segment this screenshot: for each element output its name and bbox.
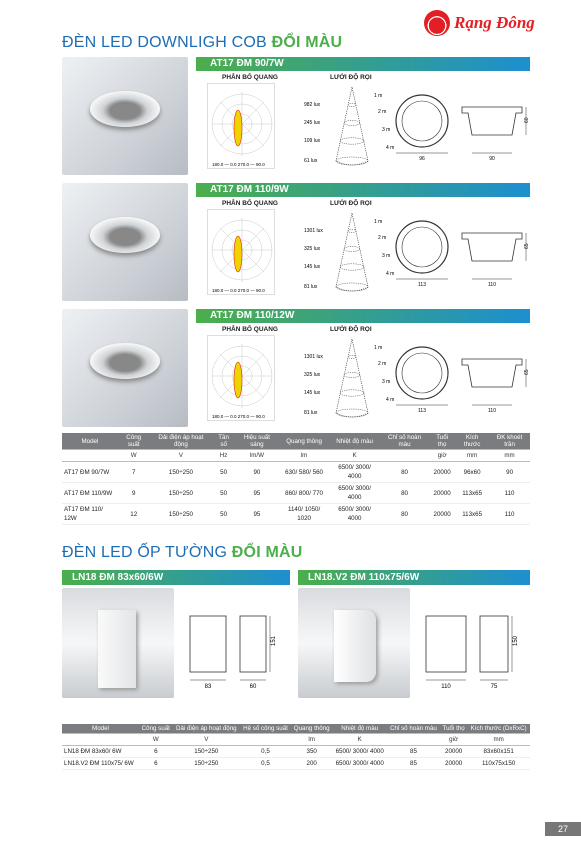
meter-label: 4 m [386,271,395,277]
table-cell: 20000 [429,483,455,504]
table-cell: 6500/ 3000/ 4000 [329,504,380,525]
table-cell: 83x60x151 [467,746,530,758]
downlight-product [62,57,530,175]
column-header: Hệ số công suất [240,724,291,734]
polar-label: PHÂN BỐ QUANG [222,326,278,333]
column-header: Dải điện áp hoạt động [173,724,240,734]
downlight-spec-table [62,433,530,525]
product-name-bar: AT17 ĐM 110/9W [196,183,530,197]
unit-cell [387,734,440,746]
lux-value: 81 lux [304,410,318,416]
table-cell: 150÷250 [150,483,213,504]
dim-cutout: 110 [488,408,496,414]
unit-cell [380,450,429,462]
product-name-bar: AT17 ĐM 110/12W [196,309,530,323]
column-header: Chỉ số hoàn màu [387,724,440,734]
unit-cell: V [173,734,240,746]
lux-value: 982 lux [304,102,321,108]
unit-cell: K [332,734,386,746]
downlight-shape [90,91,160,127]
meter-label: 4 m [386,397,395,403]
table-cell: 9 [118,483,150,504]
downlight-product [62,309,530,427]
section-title-downlight [62,34,342,52]
unit-cell [62,734,139,746]
table-cell: AT17 ĐM 90/7W [62,462,118,483]
column-header: Model [62,724,139,734]
lux-value: 245 lux [304,120,321,126]
unit-cell: W [139,734,173,746]
table-cell: 113x65 [455,504,489,525]
dim-height: 150 [513,635,519,646]
section-title-wall [62,544,303,562]
table-row [62,504,530,525]
table-cell: 200 [291,758,333,770]
unit-cell: W [118,450,150,462]
unit-cell: giờ [429,450,455,462]
table-cell: 350 [291,746,333,758]
product-photo [62,588,174,698]
lux-value: 325 lux [304,246,321,252]
dim-diameter: 113 [418,408,426,414]
table-cell: 12 [118,504,150,525]
downlight-product [62,183,530,301]
page-number: 27 [545,822,581,836]
table-cell: 150÷250 [150,504,213,525]
column-header: Công suất [118,433,150,450]
unit-cell: mm [455,450,489,462]
table-cell: 860/ 800/ 770 [279,483,329,504]
dimension-drawing [416,588,530,698]
table-cell: 6500/ 3000/ 4000 [332,746,386,758]
column-header: Tuổi thọ [440,724,467,734]
wall-product-ln18 [62,570,290,690]
column-header: Công suất [139,724,173,734]
column-header: Quang thông [279,433,329,450]
unit-cell: lm [291,734,333,746]
lux-value: 1301 lux [304,354,323,360]
table-cell: 6500/ 3000/ 4000 [329,483,380,504]
lux-value: 145 lux [304,264,321,270]
table-cell: 90 [489,462,530,483]
table-cell: 80 [380,504,429,525]
column-header: Dải điện áp hoạt động [150,433,213,450]
brand-logo [424,9,574,37]
dimension-drawing [392,345,530,415]
unit-cell: mm [489,450,530,462]
unit-cell: V [150,450,213,462]
table-cell: 20000 [429,462,455,483]
table-cell: LN18.V2 ĐM 110x75/ 6W [62,758,139,770]
column-header: Quang thông [291,724,333,734]
unit-cell: K [329,450,380,462]
column-header: Tần số [212,433,235,450]
column-header: Kích thước [455,433,489,450]
units-row [62,734,530,746]
product-photo [298,588,410,698]
dim-height: 60 [524,117,530,123]
column-header: Chỉ số hoàn màu [380,433,429,450]
polar-distribution-chart [207,209,275,295]
svg-text:180.0 — 0.0 270.0 — 90.0: 180.0 — 0.0 270.0 — 90.0 [212,414,265,419]
column-header: Nhiệt độ màu [329,433,380,450]
lux-value: 81 lux [304,284,318,290]
polar-label: PHÂN BỐ QUANG [222,74,278,81]
unit-cell: Hz [212,450,235,462]
table-cell: 95 [235,483,279,504]
product-photo [62,309,188,427]
wall-lamp-shape [98,610,136,688]
table-cell: 50 [212,462,235,483]
table-cell: 20000 [429,504,455,525]
column-header: Nhiệt độ màu [332,724,386,734]
column-header: Model [62,433,118,450]
meter-label: 3 m [382,253,391,259]
polar-label: PHÂN BỐ QUANG [222,200,278,207]
table-cell: 6 [139,746,173,758]
table-cell: 6500/ 3000/ 4000 [332,758,386,770]
table-cell: 20000 [440,758,467,770]
unit-cell: lm/W [235,450,279,462]
sun-logo-icon [424,10,450,36]
dim-width: 110 [441,684,451,690]
meter-label: 3 m [382,127,391,133]
table-cell: 85 [387,746,440,758]
table-cell: 0,5 [240,746,291,758]
meter-label: 1 m [374,93,383,99]
brand-name: Rạng Đông [454,13,535,32]
lux-value: 109 lux [304,138,321,144]
table-cell: 113x65 [455,483,489,504]
dim-cutout: 90 [489,156,495,162]
unit-cell: lm [279,450,329,462]
table-cell: 50 [212,483,235,504]
column-header: Kích thước (DxRxC) [467,724,530,734]
table-row [62,462,530,483]
table-cell: 150÷250 [173,758,240,770]
dim-depth: 60 [249,684,257,690]
section-title-text: ĐÈN LED DOWNLIGH COB [62,34,272,51]
table-row [62,758,530,770]
meter-label: 2 m [378,109,387,115]
product-name-bar: AT17 ĐM 90/7W [196,57,530,71]
dim-height: 151 [271,635,277,646]
table-cell: 150÷250 [150,462,213,483]
lux-value: 1301 lux [304,228,323,234]
table-cell: 80 [380,483,429,504]
grid-label: LƯỚI ĐỘ RỌI [330,200,372,207]
column-header: ĐK khoét trần [489,433,530,450]
downlight-shape [90,343,160,379]
polar-distribution-chart [207,335,275,421]
dim-depth: 75 [490,684,498,690]
unit-cell [62,450,118,462]
product-photo [62,57,188,175]
wall-product-ln18-v2 [298,570,530,690]
meter-label: 1 m [374,219,383,225]
unit-cell: mm [467,734,530,746]
table-cell: 90 [235,462,279,483]
dim-cutout: 110 [488,282,496,288]
dim-diameter: 96 [419,156,425,162]
section-title-text: ĐÈN LED ỐP TƯỜNG [62,544,232,561]
grid-label: LƯỚI ĐỘ RỌI [330,74,372,81]
table-cell: 110x75x150 [467,758,530,770]
dim-height: 65 [524,243,530,249]
meter-label: 3 m [382,379,391,385]
table-cell: 7 [118,462,150,483]
table-cell: 96x60 [455,462,489,483]
table-cell: 85 [387,758,440,770]
meter-label: 2 m [378,361,387,367]
table-cell: 110 [489,483,530,504]
table-cell: 95 [235,504,279,525]
table-cell: 6500/ 3000/ 4000 [329,462,380,483]
table-cell: 80 [380,462,429,483]
table-row [62,483,530,504]
section-title-highlight: ĐỔI MÀU [271,34,343,51]
unit-cell: giờ [440,734,467,746]
table-cell: 630/ 580/ 560 [279,462,329,483]
table-cell: 20000 [440,746,467,758]
table-cell: 150÷250 [173,746,240,758]
dimension-drawing [392,93,530,163]
table-cell: 6 [139,758,173,770]
dim-height: 65 [524,369,530,375]
table-cell: AT17 ĐM 110/9W [62,483,118,504]
dimension-drawing [180,588,290,698]
meter-label: 2 m [378,235,387,241]
lux-value: 61 lux [304,158,318,164]
downlight-shape [90,217,160,253]
wall-product-name: LN18.V2 ĐM 110x75/6W [298,570,530,585]
table-cell: LN18 ĐM 83x60/ 6W [62,746,139,758]
units-row [62,450,530,462]
dim-width: 83 [204,684,212,690]
unit-cell [240,734,291,746]
meter-label: 4 m [386,145,395,151]
table-row [62,746,530,758]
section-title-highlight: ĐỔI MÀU [231,544,303,561]
table-cell: 0,5 [240,758,291,770]
svg-text:180.0 — 0.0 270.0 — 90.0: 180.0 — 0.0 270.0 — 90.0 [212,288,265,293]
column-header: Hiệu suất sáng [235,433,279,450]
polar-distribution-chart [207,83,275,169]
dim-diameter: 113 [418,282,426,288]
svg-text:180.0 — 0.0 270.0 — 90.0: 180.0 — 0.0 270.0 — 90.0 [212,162,265,167]
lux-value: 145 lux [304,390,321,396]
wall-spec-table [62,724,530,770]
wall-product-name: LN18 ĐM 83x60/6W [62,570,290,585]
table-cell: 110 [489,504,530,525]
column-header: Tuổi thọ [429,433,455,450]
table-cell: 50 [212,504,235,525]
wall-lamp-shape [334,610,376,682]
dimension-drawing [392,219,530,289]
table-cell: 1140/ 1050/ 1020 [279,504,329,525]
grid-label: LƯỚI ĐỘ RỌI [330,326,372,333]
lux-value: 325 lux [304,372,321,378]
meter-label: 1 m [374,345,383,351]
product-photo [62,183,188,301]
table-cell: AT17 ĐM 110/ 12W [62,504,118,525]
